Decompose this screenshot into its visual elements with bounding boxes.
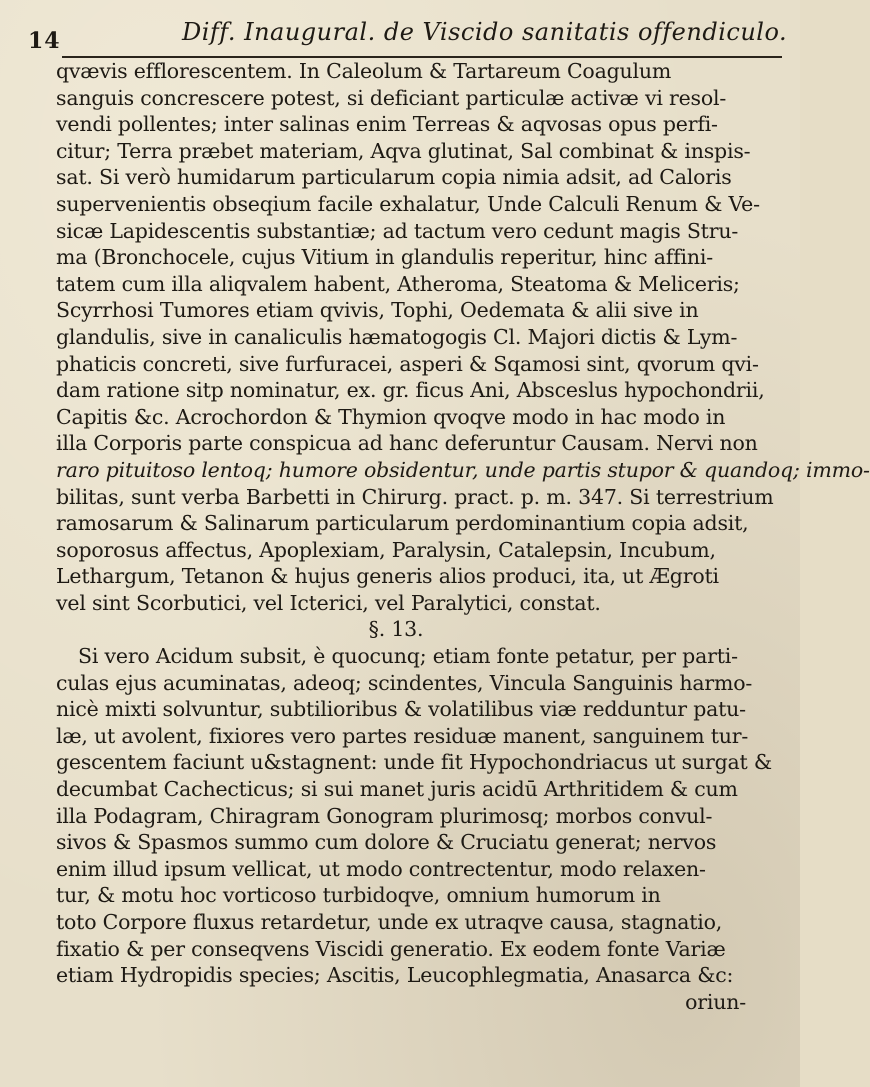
text-line: decumbat Cachecticus; si sui manet juris acidū Arthritidem & cum [56,777,738,802]
text-line: enim illud ipsum vellicat, ut modo contrectentur, modo relaxen- [56,856,706,881]
text-line: bilitas, sunt verba Barbetti in Chirurg. pract. p. m. 347. Si terrestrium [56,484,774,509]
text-line: raro pituitoso lentoq; humore obsidentur, unde partis stupor & quandoq; immo- [56,457,870,482]
text-line: soporosus affectus, Apoplexiam, Paralysin, Catalepsin, Incubum, [56,537,716,562]
text-line: qvævis efflorescentem. In Caleolum & Tartareum Coagulum [56,59,672,83]
text-line: Si vero Acidum subsit, è quocunq; etiam fonte petatur, per parti- [78,644,738,669]
page-header [22,14,788,54]
text-line: sivos & Spasmos summo cum dolore & Cruciatu generat; nervos [56,830,717,855]
text-line: tatem cum illa aliqvalem habent, Atheroma, Steatoma & Meliceris; [56,271,740,296]
text-line: supervenientis obseqium facile exhalatur, Unde Calculi Renum & Ve- [56,191,760,216]
text-line: etiam Hydropidis species; Ascitis, Leucophlegmatia, Anasarca &c: [56,963,734,988]
text-line: tur, & motu hoc vorticoso turbidoqve, omnium humorum in [56,883,661,908]
text-line: sanguis concrescere potest, si deficiant particulæ activæ vi resol- [56,85,727,110]
text-line: Lethargum, Tetanon & hujus generis alios produci, ita, ut Ægroti [56,564,719,589]
text-line: toto Corpore fluxus retardetur, unde ex utraqve causa, stagnatio, [56,910,723,934]
text-line: vel sint Scorbutici, vel Icterici, vel Paralytici, constat. [56,590,601,615]
text-line: illa Podagram, Chiragram Gonogram plurimosq; morbos convul- [56,803,713,828]
text-line: culas ejus acuminatas, adeoq; scindentes, Vincula Sanguinis harmo- [56,670,753,695]
text-line: sat. Si verò humidarum particularum copia nimia adsit, ad Caloris [56,165,732,190]
text-line: citur; Terra præbet materiam, Aqva glutinat, Sal combinat & inspis- [56,138,751,163]
text-line: sicæ Lapidescentis substantiæ; ad tactum vero cedunt magis Stru- [56,218,739,243]
text-line: glandulis, sive in canaliculis hæmatogogis Cl. Majori dictis & Lym- [56,324,738,349]
text-line: Capitis &c. Acrochordon & Thymion qvoqve modo in hac modo in [56,404,726,429]
catchword: oriun- [685,989,746,1014]
running-head: Diff. Inaugural. de Viscido sanitatis offendiculo. [182,18,788,46]
text-line: nicè mixti solvuntur, subtilioribus & volatilibus viæ redduntur patu- [56,697,746,722]
page-number: 14 [28,28,61,54]
text-line: phaticis concreti, sive furfuracei, asperi & Sqamosi sint, qvorum qvi- [56,351,759,376]
section-mark: §. 13. [368,617,424,642]
text-line: Scyrrhosi Tumores etiam qvivis, Tophi, Oedemata & alii sive in [56,298,699,323]
text-line: ma (Bronchocele, cujus Vitium in glandulis reperitur, hinc affini- [56,245,713,270]
body-text [56,58,870,1015]
text-line: illa Corporis parte conspicua ad hanc deferuntur Causam. Nervi non [56,431,758,456]
text-line: vendi pollentes; inter salinas enim Terreas & aqvosas opus perfi- [56,112,718,137]
text-line: fixatio & per conseqvens Viscidi generatio. Ex eodem fonte Variæ [56,936,726,961]
text-line: læ, ut avolent, fixiores vero partes residuæ manent, sanguinem tur- [56,723,749,748]
text-line: ramosarum & Salinarum particularum perdominantium copia adsit, [56,511,749,536]
text-line: dam ratione sitp nominatur, ex. gr. ficus Ani, Absceslus hypochondrii, [56,378,765,403]
text-line: gescentem faciunt u&stagnent: unde fit Hypochondriacus ut surgat & [56,750,772,775]
